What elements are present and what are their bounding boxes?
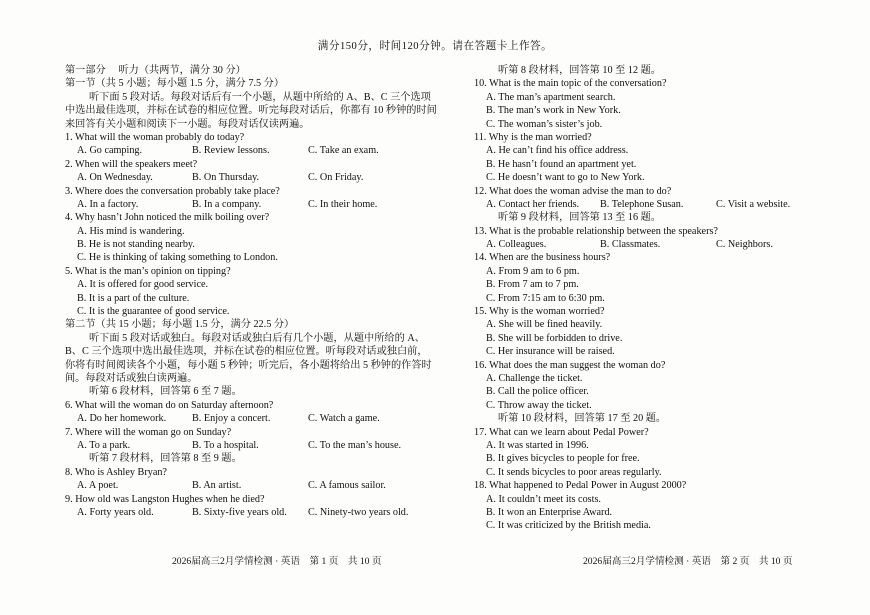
answer-option: A. Challenge the ticket. — [486, 372, 583, 384]
question-stem: 16. What does the man suggest the woman do? — [474, 359, 666, 371]
answer-option: B. He hasn’t found an apartment yet. — [486, 158, 637, 170]
answer-option: A. A poet. — [77, 480, 119, 492]
instruction-line: 听第 7 段材料，回答第 8 至 9 题。 — [89, 453, 242, 465]
answer-option: C. In their home. — [308, 198, 378, 210]
question-stem: 9. How old was Langston Hughes when he died? — [65, 493, 265, 505]
answer-option: B. Telephone Susan. — [600, 198, 684, 210]
question-stem: 8. Who is Ashley Bryan? — [65, 466, 167, 478]
question-stem: 3. Where does the conversation probably take place? — [65, 185, 280, 197]
answer-option: A. Go camping. — [77, 145, 143, 157]
answer-option: C. Her insurance will be raised. — [486, 346, 615, 358]
question-stem: 5. What is the man’s opinion on tipping? — [65, 265, 231, 277]
answer-option: C. To the man’s house. — [308, 439, 402, 451]
instruction-line: 听第 10 段材料，回答第 17 至 20 题。 — [498, 413, 667, 425]
footer-right: 2026届高三2月学情检测 · 英语 第 2 页 共 10 页 — [583, 556, 793, 567]
answer-option: A. On Wednesday. — [77, 172, 153, 184]
answer-option: A. The man’s apartment search. — [486, 91, 616, 103]
answer-option: B. An artist. — [192, 480, 242, 492]
answer-option: C. He is thinking of taking something to London. — [77, 252, 278, 264]
answer-option: A. Colleagues. — [486, 239, 547, 251]
question-stem: 7. Where will the woman go on Sunday? — [65, 426, 232, 438]
answer-option: B. It gives bicycles to people for free. — [486, 453, 640, 465]
right-column — [474, 64, 844, 533]
answer-option: B. Classmates. — [600, 239, 661, 251]
question-stem: 12. What does the woman advise the man to do? — [474, 185, 672, 197]
answer-option: C. Throw away the ticket. — [486, 399, 592, 411]
instruction-line: 间。每段对话或独白读两遍。 — [65, 372, 198, 384]
answer-option: C. Ninety-two years old. — [308, 506, 409, 518]
answer-options-row — [65, 479, 435, 492]
instruction-line: B、C 三个选项中选出最佳选项，并标在试卷的相应位置。听每段对话或独白前， — [65, 346, 428, 358]
section-heading: 第一部分 听力（共两节，满分 30 分） — [65, 65, 246, 76]
question-stem: 1. What will the woman probably do today? — [65, 131, 245, 143]
answer-options-row — [65, 198, 435, 211]
answer-options-row — [65, 412, 435, 425]
answer-option: B. From 7 am to 7 pm. — [486, 279, 579, 291]
instruction-line: 听下面 5 段对话或独白。每段对话或独白后有几个小题，从题中所给的 A、 — [89, 332, 425, 344]
question-stem: 2. When will the speakers meet? — [65, 158, 198, 170]
answer-option: B. He is not standing nearby. — [77, 239, 195, 251]
answer-options-row — [65, 171, 435, 184]
answer-option: B. Enjoy a concert. — [192, 413, 271, 425]
section-heading: 第二节（共 15 小题；每小题 1.5 分，满分 22.5 分） — [65, 319, 295, 331]
instruction-line: 听第 9 段材料，回答第 13 至 16 题。 — [498, 212, 661, 224]
answer-option: A. It is offered for good service. — [77, 279, 209, 291]
answer-options-row — [65, 506, 435, 519]
answer-option: A. His mind is wandering. — [77, 225, 185, 237]
answer-option: A. In a factory. — [77, 198, 139, 210]
question-stem: 4. Why hasn’t John noticed the milk boiling over? — [65, 212, 270, 224]
section-heading: 第一节（共 5 小题；每小题 1.5 分，满分 7.5 分） — [65, 78, 285, 90]
answer-option: C. On Friday. — [308, 172, 364, 184]
answer-options-row — [474, 198, 844, 211]
answer-option: A. From 9 am to 6 pm. — [486, 265, 580, 277]
answer-option: B. It is a part of the culture. — [77, 292, 190, 304]
answer-option: C. Visit a website. — [716, 198, 791, 210]
question-stem: 11. Why is the man worried? — [474, 131, 592, 143]
answer-option: C. Neighbors. — [716, 239, 773, 251]
answer-option: C. From 7:15 am to 6:30 pm. — [486, 292, 605, 304]
answer-option: C. A famous sailor. — [308, 480, 386, 492]
answer-option: A. He can’t find his office address. — [486, 145, 629, 157]
answer-option: A. It was started in 1996. — [486, 439, 589, 451]
answer-option: A. She will be fined heavily. — [486, 319, 603, 331]
answer-option: A. Contact her friends. — [486, 198, 580, 210]
answer-option: B. In a company. — [192, 198, 262, 210]
answer-option: C. It sends bicycles to poor areas regularly. — [486, 466, 662, 478]
instruction-line: 听第 8 段材料，回答第 10 至 12 题。 — [498, 65, 661, 76]
answer-option: C. It was criticized by the British media. — [486, 520, 651, 532]
question-stem: 13. What is the probable relationship between the speakers? — [474, 225, 718, 237]
answer-option: A. Forty years old. — [77, 506, 154, 518]
answer-option: A. Do her homework. — [77, 413, 167, 425]
footer-left: 2026届高三2月学情检测 · 英语 第 1 页 共 10 页 — [172, 556, 382, 567]
question-stem: 10. What is the main topic of the conversation? — [474, 78, 667, 90]
instruction-line: 听第 6 段材料，回答第 6 至 7 题。 — [89, 386, 242, 398]
answer-option: B. Sixty-five years old. — [192, 506, 287, 518]
question-stem: 18. What happened to Pedal Power in August 2000? — [474, 480, 687, 492]
answer-option: B. To a hospital. — [192, 439, 259, 451]
answer-option: B. Call the police officer. — [486, 386, 589, 398]
answer-option: B. The man’s work in New York. — [486, 105, 621, 117]
question-stem: 6. What will the woman do on Saturday afternoon? — [65, 399, 274, 411]
left-column — [65, 64, 435, 519]
answer-option: C. The woman’s sister’s job. — [486, 118, 603, 130]
answer-option: C. He doesn’t want to go to New York. — [486, 172, 645, 184]
question-stem: 15. Why is the woman worried? — [474, 306, 605, 318]
instruction-line: 来回答有关小题和阅读下一小题。每段对话仅读两遍。 — [65, 118, 310, 130]
answer-option: B. She will be forbidden to drive. — [486, 332, 623, 344]
answer-option: C. Take an exam. — [308, 145, 379, 157]
exam-header: 满分150分，时间120分钟。请在答题卡上作答。 — [317, 41, 553, 52]
answer-option: C. Watch a game. — [308, 413, 380, 425]
answer-option: B. On Thursday. — [192, 172, 260, 184]
answer-option: A. It couldn’t meet its costs. — [486, 493, 601, 505]
answer-option: C. It is the guarantee of good service. — [77, 306, 230, 318]
answer-option: B. Review lessons. — [192, 145, 270, 157]
instruction-line: 中选出最佳选项，并标在试卷的相应位置。听完每段对话后，你都有 10 秒钟的时间 — [65, 105, 437, 117]
instruction-line: 你将有时间阅读各个小题，每小题 5 秒钟；听完后，各小题将给出 5 秒钟的作答时 — [65, 359, 432, 371]
answer-options-row — [474, 238, 844, 251]
question-stem: 14. When are the business hours? — [474, 252, 611, 264]
answer-option: B. It won an Enterprise Award. — [486, 506, 613, 518]
answer-option: A. To a park. — [77, 439, 131, 451]
instruction-line: 听下面 5 段对话。每段对话后有一个小题，从题中所给的 A、B、C 三个选项 — [89, 91, 431, 103]
question-stem: 17. What can we learn about Pedal Power? — [474, 426, 649, 438]
answer-options-row — [65, 144, 435, 157]
answer-options-row — [65, 439, 435, 452]
